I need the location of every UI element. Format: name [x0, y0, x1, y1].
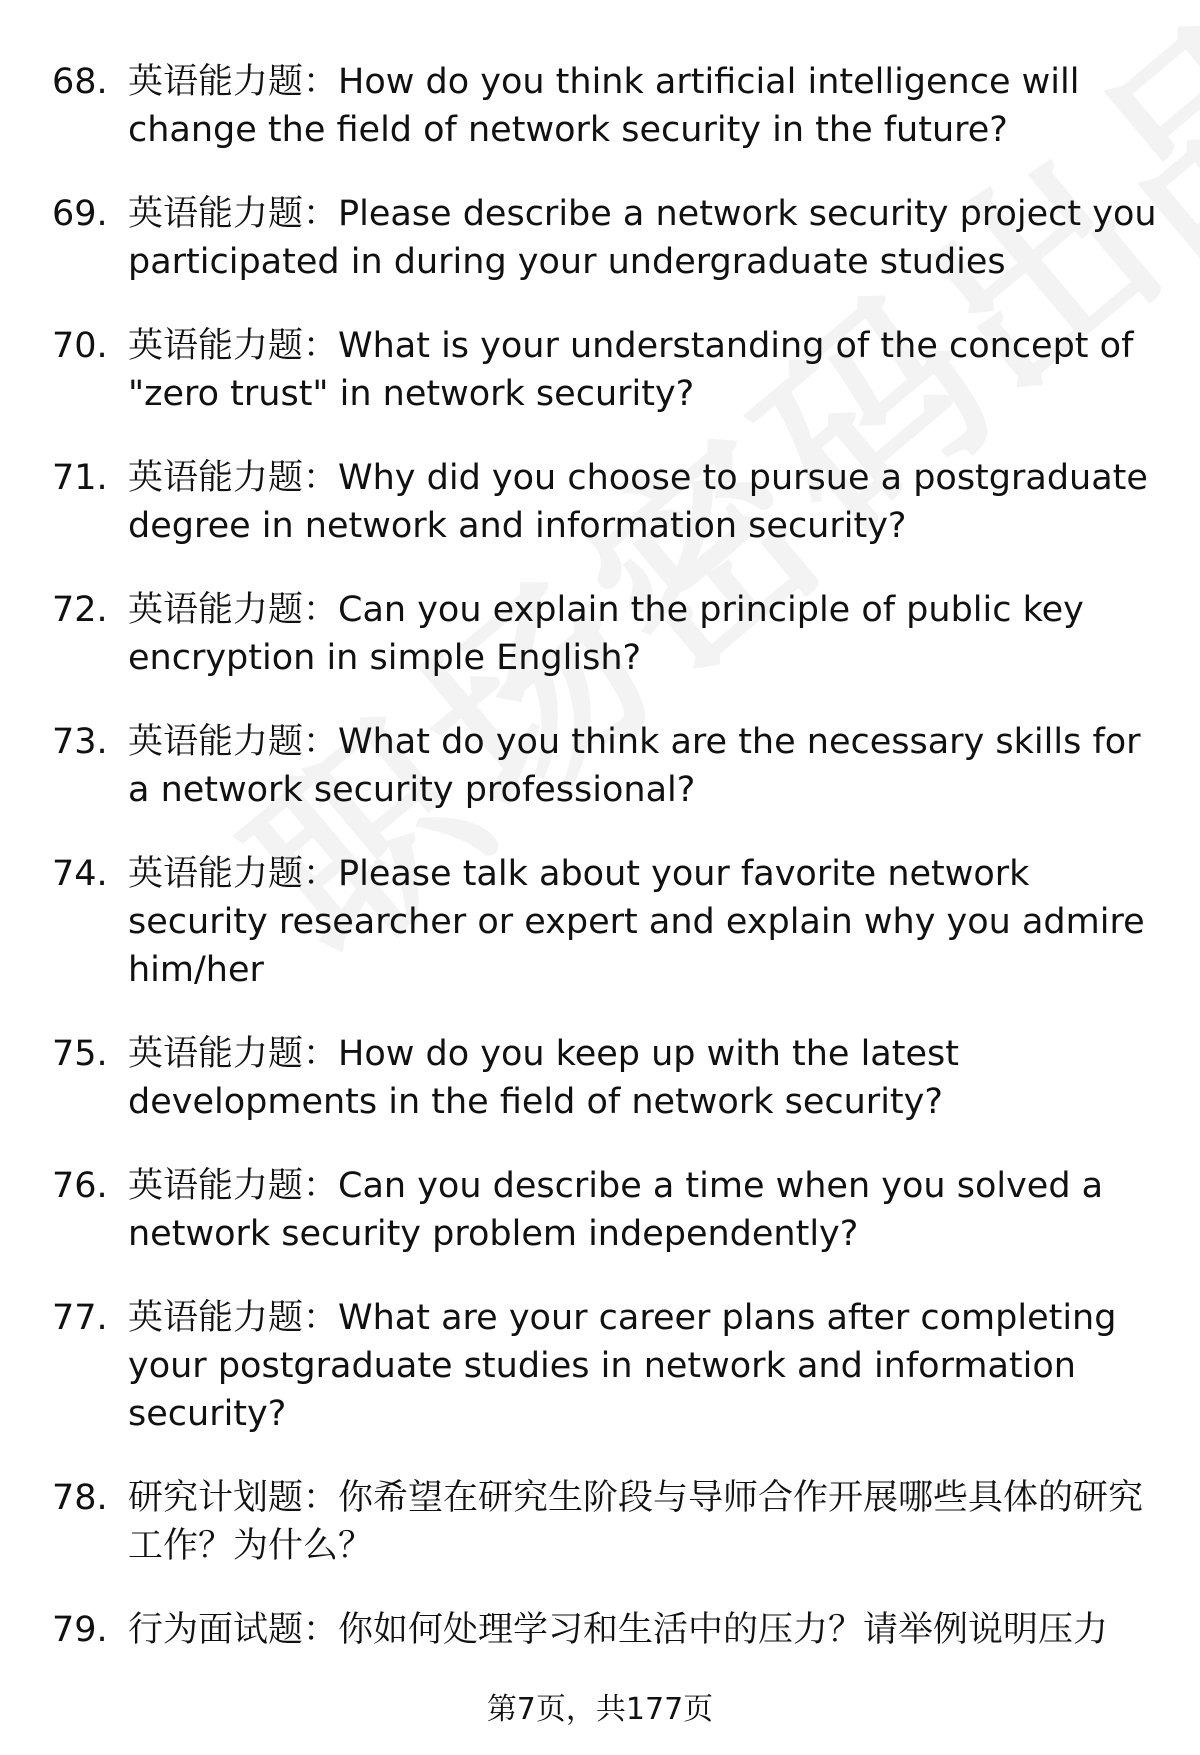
question-number: 73.: [52, 722, 108, 762]
question-number: 69.: [52, 194, 108, 234]
question-number: 75.: [52, 1034, 108, 1074]
question-item: [52, 58, 1162, 154]
question-number: 79.: [52, 1610, 108, 1650]
question-number: 68.: [52, 62, 108, 102]
question-number: 71.: [52, 458, 108, 498]
question-item: [52, 1030, 1162, 1126]
question-text: 英语能力题：Can you describe a time when you solved a network security problem independently?: [128, 1166, 1104, 1254]
question-text: 行为面试题：你如何处理学习和生活中的压力？请举例说明压力: [128, 1610, 1109, 1650]
question-number: 78.: [52, 1478, 108, 1518]
question-number: 72.: [52, 590, 108, 630]
question-text: 英语能力题：Please talk about your favorite network security researcher or expert and explain why you admire him/her: [128, 854, 1145, 990]
question-item: [52, 1606, 1162, 1654]
question-text: 英语能力题：What are your career plans after completing your postgraduate studies in network and information security?: [128, 1298, 1117, 1434]
question-text: 英语能力题：How do you keep up with the latest developments in the field of network security?: [128, 1034, 959, 1122]
question-text: 英语能力题：How do you think artificial intelligence will change the field of network security in the future?: [128, 62, 1080, 150]
question-item: [52, 1474, 1162, 1570]
question-number: 70.: [52, 326, 108, 366]
question-number: 77.: [52, 1298, 108, 1338]
question-item: [52, 322, 1162, 418]
question-text: 英语能力题：What do you think are the necessary skills for a network security professional?: [128, 722, 1141, 810]
question-item: [52, 190, 1162, 286]
question-item: [52, 1162, 1162, 1258]
question-number: 74.: [52, 854, 108, 894]
question-item: [52, 850, 1162, 994]
question-item: [52, 586, 1162, 682]
question-text: 研究计划题：你希望在研究生阶段与导师合作开展哪些具体的研究工作？为什么？: [128, 1478, 1144, 1566]
question-number: 76.: [52, 1166, 108, 1206]
question-text: 英语能力题：Please describe a network security project you participated in during your undergraduate studies: [128, 194, 1157, 282]
question-text: 英语能力题：Why did you choose to pursue a postgraduate degree in network and information security?: [128, 458, 1148, 546]
question-text: 英语能力题：Can you explain the principle of public key encryption in simple English?: [128, 590, 1084, 678]
question-item: [52, 454, 1162, 550]
question-text: 英语能力题：What is your understanding of the concept of "zero trust" in network security?: [128, 326, 1134, 414]
question-item: [52, 718, 1162, 814]
question-item: [52, 1294, 1162, 1438]
page-footer: 第7页，共177页: [486, 1692, 714, 1727]
question-list: [52, 58, 1162, 1690]
